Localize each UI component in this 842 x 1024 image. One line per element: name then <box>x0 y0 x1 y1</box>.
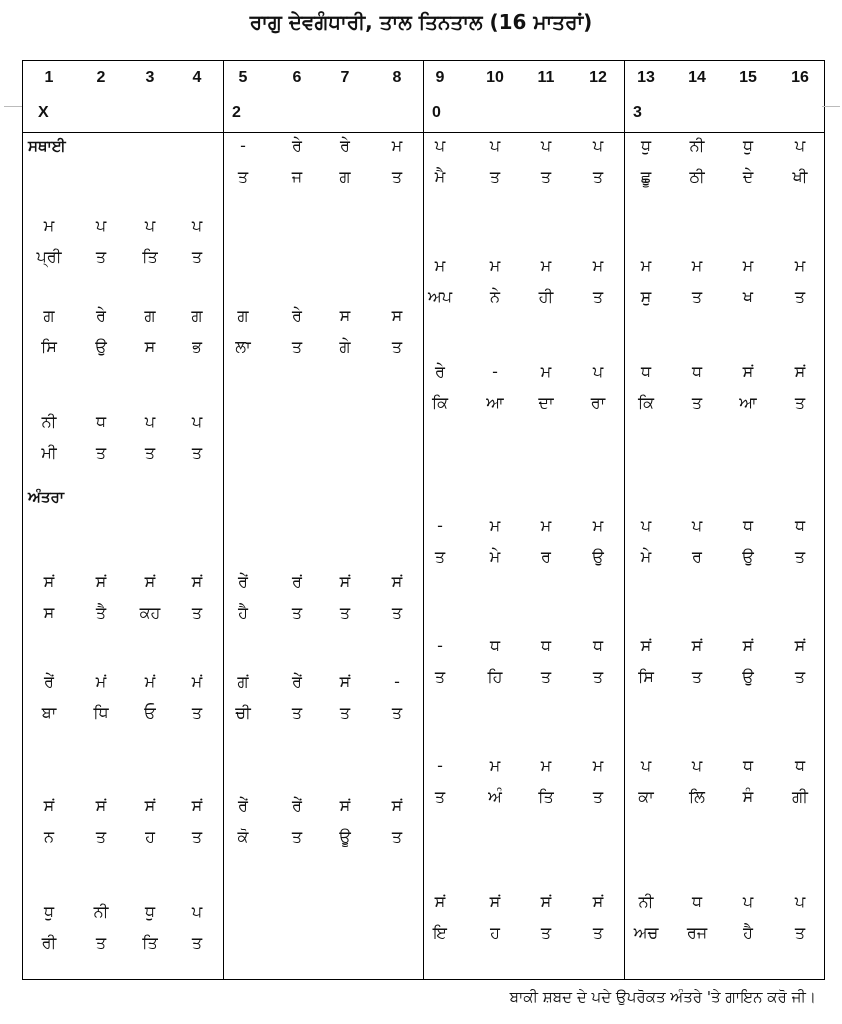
lyric-syllable: ਤ <box>95 247 107 266</box>
swar-note: ਗ <box>144 306 156 325</box>
swar-note: ਪ <box>640 516 652 535</box>
swar-note: ਧ <box>640 362 652 381</box>
taal-mark-khali: 0 <box>432 104 441 121</box>
swar-note: ਰੇ <box>340 136 350 155</box>
swar-note: ਪ <box>794 136 806 155</box>
lyric-syllable: ਤਿ <box>142 247 158 266</box>
lyric-syllable: ਤ <box>391 703 403 722</box>
swar-note: ਮਂ <box>191 672 203 691</box>
swar-note: ਧ <box>794 756 806 775</box>
lyric-syllable: ਤਿ <box>142 933 158 952</box>
lyric-syllable: ਤ <box>592 167 604 186</box>
lyric-syllable: ਤ <box>489 167 501 186</box>
swar-note: ਧ <box>489 636 501 655</box>
swar-note: ਮ <box>540 362 552 381</box>
lyric-syllable: ਤ <box>691 393 703 412</box>
lyric-syllable: ਉ <box>95 337 107 356</box>
lyric-syllable: ਨੇ <box>489 287 500 306</box>
swar-note: ਮ <box>742 256 754 275</box>
swar-note: ਸਂ <box>742 636 754 655</box>
swar-note: ਧੁ <box>640 136 652 155</box>
lyric-syllable: ਤ <box>391 603 403 622</box>
lyric-syllable: ਤ <box>191 827 203 846</box>
swar-note: ਸਂ <box>794 636 806 655</box>
swar-note: ਰੇਂ <box>292 796 302 815</box>
beat-number: 7 <box>340 69 350 86</box>
swar-note: ਪ <box>640 756 652 775</box>
lyric-syllable: ਤੈ <box>95 603 107 622</box>
beat-number: 2 <box>96 69 106 86</box>
swar-note: ਮ <box>540 756 552 775</box>
lyric-syllable: ਕਿ <box>431 393 449 412</box>
swar-note: ਰੇਂ <box>238 572 248 591</box>
lyric-syllable: ਦਾ <box>538 393 554 412</box>
swar-note: ਸਂ <box>43 572 55 591</box>
lyric-syllable: ਅੰ <box>488 787 502 806</box>
lyric-syllable: ਤ <box>540 923 552 942</box>
lyric-syllable: ਸੰ <box>742 787 754 806</box>
section-label-sthai: ਸਥਾਈ <box>28 137 66 155</box>
lyric-syllable: ਜ <box>291 167 303 186</box>
beat-number: 3 <box>145 69 155 86</box>
swar-note: ਪ <box>434 136 446 155</box>
lyric-syllable: ਰ <box>692 547 702 566</box>
lyric-syllable: ਤ <box>592 787 604 806</box>
lyric-syllable: ਤ <box>144 443 156 462</box>
swar-note: ਧ <box>691 892 703 911</box>
lyric-syllable: ਉ <box>592 547 604 566</box>
lyric-syllable: ਤ <box>237 167 249 186</box>
swar-note: ਧ <box>742 516 754 535</box>
lyric-syllable: ਮੀ <box>41 443 57 462</box>
lyric-syllable: ਲਾ <box>235 337 251 356</box>
beat-number: 1 <box>44 69 54 86</box>
lyric-syllable: ਰਾ <box>590 393 606 412</box>
row-tick <box>4 106 22 107</box>
lyric-syllable: ਆ <box>486 393 504 412</box>
swar-note: ਸਂ <box>339 672 351 691</box>
lyric-syllable: ਮੈ <box>434 167 446 186</box>
lyric-syllable: ਤ <box>592 287 604 306</box>
lyric-syllable: ਸਿ <box>41 337 57 356</box>
lyric-syllable: ਤ <box>592 667 604 686</box>
swar-note: ਸਂ <box>640 636 652 655</box>
swar-note: ਪ <box>691 756 703 775</box>
lyric-syllable: ਆ <box>739 393 757 412</box>
page-title: ਰਾਗੁ ਦੇਵਗੰਧਾਰੀ, ਤਾਲ ਤਿਨਤਾਲ (16 ਮਾਤਰਾਂ) <box>249 10 593 34</box>
lyric-syllable: ਤ <box>691 287 703 306</box>
lyric-syllable: ਧਿ <box>93 703 109 722</box>
beat-number: 11 <box>537 69 555 86</box>
swar-note: ਧ <box>742 756 754 775</box>
swar-note: ਸਂ <box>191 572 203 591</box>
swar-note: ਪ <box>144 412 156 431</box>
swar-note: ਸਂ <box>794 362 806 381</box>
swar-note: ਸਂ <box>43 796 55 815</box>
swar-note: ਸਂ <box>339 796 351 815</box>
swar-note: ਧ <box>691 362 703 381</box>
lyric-syllable: ਤ <box>339 603 351 622</box>
swar-note: - <box>437 636 443 655</box>
beat-number: 12 <box>589 69 607 86</box>
swar-note: ਸਂ <box>144 796 156 815</box>
lyric-syllable: ਤ <box>191 603 203 622</box>
lyric-syllable: ਰ <box>541 547 551 566</box>
lyric-syllable: ਰੀ <box>41 933 57 952</box>
lyric-syllable: ਛੂ <box>640 167 652 186</box>
lyric-syllable: ਸ <box>144 337 156 356</box>
lyric-syllable: ਤ <box>691 667 703 686</box>
swar-note: ਪ <box>742 892 754 911</box>
swar-note: ਪ <box>794 892 806 911</box>
lyric-syllable: ਕਹ <box>139 603 161 622</box>
lyric-syllable: ਤ <box>291 337 303 356</box>
lyric-syllable: ਬਾ <box>41 703 57 722</box>
lyric-syllable: ਹ <box>145 827 155 846</box>
section-label-antra: ਅੰਤਰਾ <box>28 488 65 506</box>
swar-note: ਰਂ <box>292 572 302 591</box>
lyric-syllable: ਉ <box>742 547 754 566</box>
swar-note: ਸਂ <box>95 572 107 591</box>
lyric-syllable: ਤ <box>391 827 403 846</box>
swar-note: ਰੇਂ <box>292 672 302 691</box>
swar-note: ਰੇ <box>292 136 302 155</box>
swar-note: ਮ <box>43 216 55 235</box>
lyric-syllable: ਤ <box>540 667 552 686</box>
swar-note: ਰੇਂ <box>238 796 248 815</box>
swar-note: ਪ <box>191 216 203 235</box>
lyric-syllable: ਇ <box>433 923 447 942</box>
lyric-syllable: ਤ <box>191 933 203 952</box>
lyric-syllable: ਹੈ <box>743 923 753 942</box>
beat-number: 4 <box>192 69 202 86</box>
lyric-syllable: ਤ <box>794 667 806 686</box>
swar-note: ਗ <box>191 306 203 325</box>
beat-number: 13 <box>637 69 655 86</box>
swar-note: ਧ <box>540 636 552 655</box>
lyric-syllable: ਊ <box>339 827 351 846</box>
swar-note: ਸਂ <box>434 892 446 911</box>
swar-note: ਮ <box>540 516 552 535</box>
lyric-syllable: ਚੀ <box>235 703 251 722</box>
lyric-syllable: ਤ <box>592 923 604 942</box>
lyric-syllable: ਤ <box>794 287 806 306</box>
lyric-syllable: ਖੀ <box>792 167 808 186</box>
swar-note: - <box>437 756 443 775</box>
swar-note: ਮ <box>691 256 703 275</box>
beat-number: 15 <box>739 69 757 86</box>
lyric-syllable: ਤ <box>794 923 806 942</box>
lyric-syllable: ਮੇ <box>640 547 652 566</box>
swar-note: ਗਂ <box>237 672 249 691</box>
lyric-syllable: ਤ <box>191 443 203 462</box>
swar-note: ਮ <box>434 256 446 275</box>
lyric-syllable: ਕੋ <box>237 827 249 846</box>
swar-note: - <box>437 516 443 535</box>
swar-note: - <box>492 362 498 381</box>
lyric-syllable: ਹਿ <box>487 667 503 686</box>
swar-note: ਸਂ <box>391 796 403 815</box>
swar-note: - <box>240 136 246 155</box>
swar-note: ਨੀ <box>689 136 705 155</box>
swar-note: ਮਂ <box>144 672 156 691</box>
lyric-syllable: ਹ <box>490 923 500 942</box>
swar-note: ਮ <box>794 256 806 275</box>
swar-note: ਪ <box>592 362 604 381</box>
swar-note: ਸ <box>391 306 403 325</box>
lyric-syllable: ਉ <box>742 667 754 686</box>
swar-note: ਗ <box>43 306 55 325</box>
vibhag-divider <box>624 60 625 980</box>
beat-number: 16 <box>791 69 809 86</box>
lyric-syllable: ਤ <box>794 547 806 566</box>
beat-number: 6 <box>292 69 302 86</box>
lyric-syllable: ਹੈ <box>238 603 248 622</box>
lyric-syllable: ਤ <box>434 547 446 566</box>
swar-note: ਮ <box>592 756 604 775</box>
swar-note: ਮਂ <box>95 672 107 691</box>
swar-note: ਧ <box>592 636 604 655</box>
lyric-syllable: ਖ <box>742 287 754 306</box>
lyric-syllable: ਲਿ <box>689 787 705 806</box>
header-divider <box>22 132 825 133</box>
swar-note: ਧੁ <box>144 902 156 921</box>
lyric-syllable: ਤ <box>191 247 203 266</box>
swar-note: ਸਂ <box>540 892 552 911</box>
swar-note: ਸਂ <box>191 796 203 815</box>
swar-note: ਧ <box>794 516 806 535</box>
swar-note: ਪ <box>191 902 203 921</box>
lyric-syllable: ਅਪ <box>427 287 453 306</box>
swar-note: ਰੇ <box>292 306 302 325</box>
lyric-syllable: ਤ <box>95 443 107 462</box>
lyric-syllable: ਗ <box>339 167 351 186</box>
lyric-syllable: ਸ <box>43 603 55 622</box>
swar-note: ਮ <box>640 256 652 275</box>
swar-note: ਮ <box>592 516 604 535</box>
swar-note: ਧੁ <box>742 136 754 155</box>
lyric-syllable: ਮੇ <box>489 547 501 566</box>
swar-note: ਰੇ <box>96 306 106 325</box>
lyric-syllable: ਤ <box>391 167 403 186</box>
swar-note: ਨੀ <box>41 412 57 431</box>
lyric-syllable: ਤ <box>291 603 303 622</box>
lyric-syllable: ਭ <box>192 337 202 356</box>
lyric-syllable: ਓ <box>144 703 156 722</box>
beat-number: 14 <box>688 69 706 86</box>
taal-mark-sam: X <box>38 104 49 121</box>
lyric-syllable: ਦੇ <box>742 167 754 186</box>
taal-mark-2: 2 <box>232 104 241 121</box>
swar-note: ਰੇਂ <box>44 672 54 691</box>
lyric-syllable: ਕਾ <box>638 787 654 806</box>
swar-note: ਪ <box>592 136 604 155</box>
lyric-syllable: ਤ <box>540 167 552 186</box>
swar-note: ਨੀ <box>638 892 654 911</box>
lyric-syllable: ਤ <box>291 827 303 846</box>
lyric-syllable: ਹੀ <box>538 287 554 306</box>
lyric-syllable: ਰਜ <box>686 923 708 942</box>
lyric-syllable: ਤ <box>434 787 446 806</box>
swar-note: ਮ <box>540 256 552 275</box>
beat-number: 9 <box>435 69 445 86</box>
lyric-syllable: ਤ <box>95 933 107 952</box>
swar-note: ਗ <box>237 306 249 325</box>
lyric-syllable: ਤ <box>291 703 303 722</box>
swar-note: ਮ <box>489 756 501 775</box>
lyric-syllable: ਗੇ <box>339 337 351 356</box>
taal-mark-3: 3 <box>633 104 642 121</box>
lyric-syllable: ਤ <box>95 827 107 846</box>
swar-note: ਸਂ <box>391 572 403 591</box>
lyric-syllable: ਨ <box>43 827 54 846</box>
beat-number: 5 <box>238 69 248 86</box>
swar-note: ਮ <box>391 136 403 155</box>
swar-note: ਮ <box>489 256 501 275</box>
lyric-syllable: ਪ੍ਰੀ <box>36 247 62 266</box>
lyric-syllable: ਤ <box>391 337 403 356</box>
lyric-syllable: ਤ <box>794 393 806 412</box>
swar-note: ਸਂ <box>592 892 604 911</box>
lyric-syllable: ਤ <box>191 703 203 722</box>
swar-note: ਸਂ <box>489 892 501 911</box>
swar-note: ਰੇ <box>435 362 445 381</box>
lyric-syllable: ਕਿ <box>637 393 655 412</box>
swar-note: ਸਂ <box>339 572 351 591</box>
swar-note: ਪ <box>489 136 501 155</box>
row-tick <box>822 106 840 107</box>
swar-note: ਨੀ <box>93 902 109 921</box>
swar-note: ਧੁ <box>43 902 55 921</box>
lyric-syllable: ਸੁ <box>640 287 652 306</box>
beat-number: 10 <box>486 69 504 86</box>
swar-note: ਸਂ <box>691 636 703 655</box>
lyric-syllable: ਗੀ <box>792 787 808 806</box>
footer-note: ਬਾਕੀ ਸ਼ਬਦ ਦੇ ਪਦੇ ਉਪਰੋਕਤ ਅੰਤਰੇ 'ਤੇ ਗਾਇਨ ਕਰੋ ਜੀ। <box>509 988 816 1006</box>
swar-note: - <box>394 672 400 691</box>
swar-note: ਪ <box>691 516 703 535</box>
beat-number: 8 <box>392 69 402 86</box>
swar-note: ਸਂ <box>95 796 107 815</box>
swar-note: ਸ <box>339 306 351 325</box>
swar-note: ਪ <box>191 412 203 431</box>
swar-note: ਸਂ <box>742 362 754 381</box>
swar-note: ਪ <box>95 216 107 235</box>
swar-note: ਸਂ <box>144 572 156 591</box>
swar-note: ਪ <box>144 216 156 235</box>
lyric-syllable: ਠੀ <box>689 167 705 186</box>
swar-note: ਮ <box>592 256 604 275</box>
lyric-syllable: ਤਿ <box>538 787 554 806</box>
lyric-syllable: ਤ <box>339 703 351 722</box>
swar-note: ਮ <box>489 516 501 535</box>
swar-note: ਧ <box>95 412 107 431</box>
lyric-syllable: ਸਿ <box>638 667 654 686</box>
lyric-syllable: ਤ <box>434 667 446 686</box>
lyric-syllable: ਅਚ <box>633 923 659 942</box>
swar-note: ਪ <box>540 136 552 155</box>
